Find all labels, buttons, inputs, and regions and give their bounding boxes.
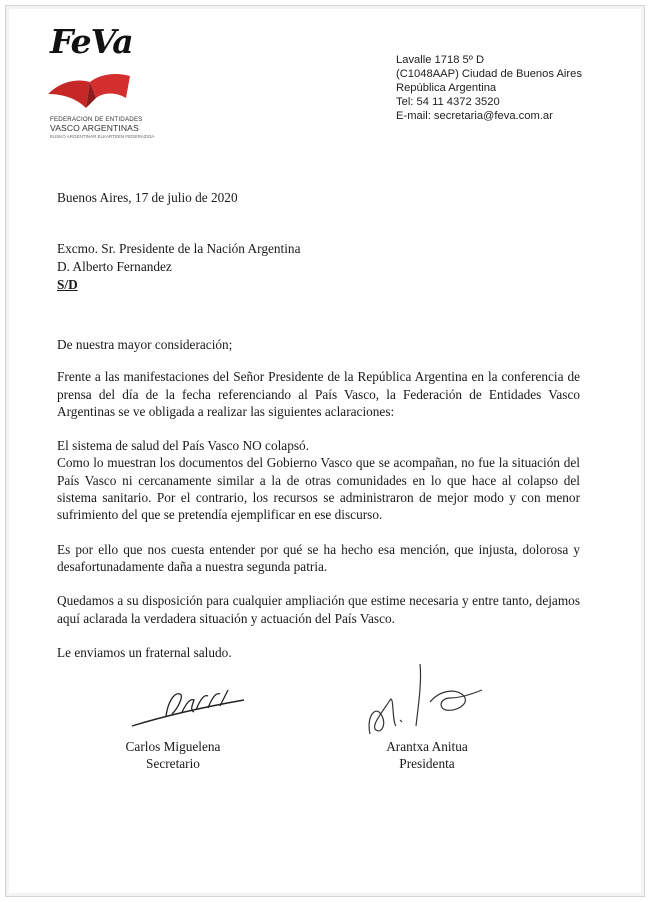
signer-title: Presidenta	[399, 756, 455, 771]
signature-block-right	[352, 738, 502, 772]
closing: Le enviamos un fraternal saludo.	[57, 644, 232, 660]
paragraph-3: Es por ello que nos cuesta entender por qué se ha hecho esa mención, que injusta, dolorosa y desafortunadamente daña a nuestra segunda patria.	[57, 541, 580, 574]
signature-block-left	[98, 738, 248, 772]
signer-name: Arantxa Anitua	[386, 739, 468, 754]
signature-right-icon	[360, 660, 490, 740]
signature-left-icon	[128, 682, 248, 732]
feva-logo	[44, 22, 154, 144]
letterhead-address	[396, 53, 582, 123]
recipient-name: D. Alberto Fernandez	[57, 259, 172, 274]
address-email: E-mail: secretaria@feva.com.ar	[396, 110, 553, 122]
paragraph-2: Como lo muestran los documentos del Gobierno Vasco que se acompañan, no fue la situación del País Vasco ni cercanamente similar a la de otras comunidades en lo que hace al colapso del sistema sanitario. Por el contrario, los recursos se administraron de mejor modo y con menor sufrimiento del que se pretendía ejemplificar en ese discurso.	[57, 455, 580, 523]
paragraph-2-heading: El sistema de salud del País Vasco NO colapsó.	[57, 438, 309, 454]
logo-subtitle-1: FEDERACION DE ENTIDADES	[50, 116, 143, 123]
address-phone: Tel: 54 11 4372 3520	[396, 96, 500, 108]
paragraph-4: Quedamos a su disposición para cualquier ampliación que estime necesaria y entre tanto, dejamos aquí aclarada la verdadera situación y actuación del País Vasco.	[57, 593, 580, 626]
recipient-title: Excmo. Sr. Presidente de la Nación Argentina	[57, 241, 301, 256]
signer-name: Carlos Miguelena	[125, 739, 221, 754]
greeting: De nuestra mayor consideración;	[57, 337, 233, 352]
logo-red-mark-icon	[46, 68, 132, 114]
logo-subtitle-2: VASCO ARGENTINAS	[50, 123, 139, 133]
logo-subtitle-3: EUSKO ARGENTINAR ELKARTEEN FEDERAZIOA	[50, 134, 155, 139]
recipient-sd: S/D	[57, 277, 78, 292]
logo-wordmark: FeVa	[50, 22, 133, 61]
signer-title: Secretario	[146, 756, 200, 771]
letter-date: Buenos Aires, 17 de julio de 2020	[57, 190, 238, 205]
recipient-block	[57, 240, 300, 294]
address-line: República Argentina	[396, 82, 497, 94]
paragraph-1: Frente a las manifestaciones del Señor Presidente de la República Argentina en la conferencia de prensa del día de la fecha referenciando al País Vasco, la Federación de Entidades Vasco Argentinas se ve obligada a realizar las siguientes aclaraciones:	[57, 369, 580, 419]
letter-body	[57, 336, 580, 661]
address-line: Lavalle 1718 5º D	[396, 54, 485, 66]
address-line: (C1048AAP) Ciudad de Buenos Aires	[396, 68, 582, 80]
